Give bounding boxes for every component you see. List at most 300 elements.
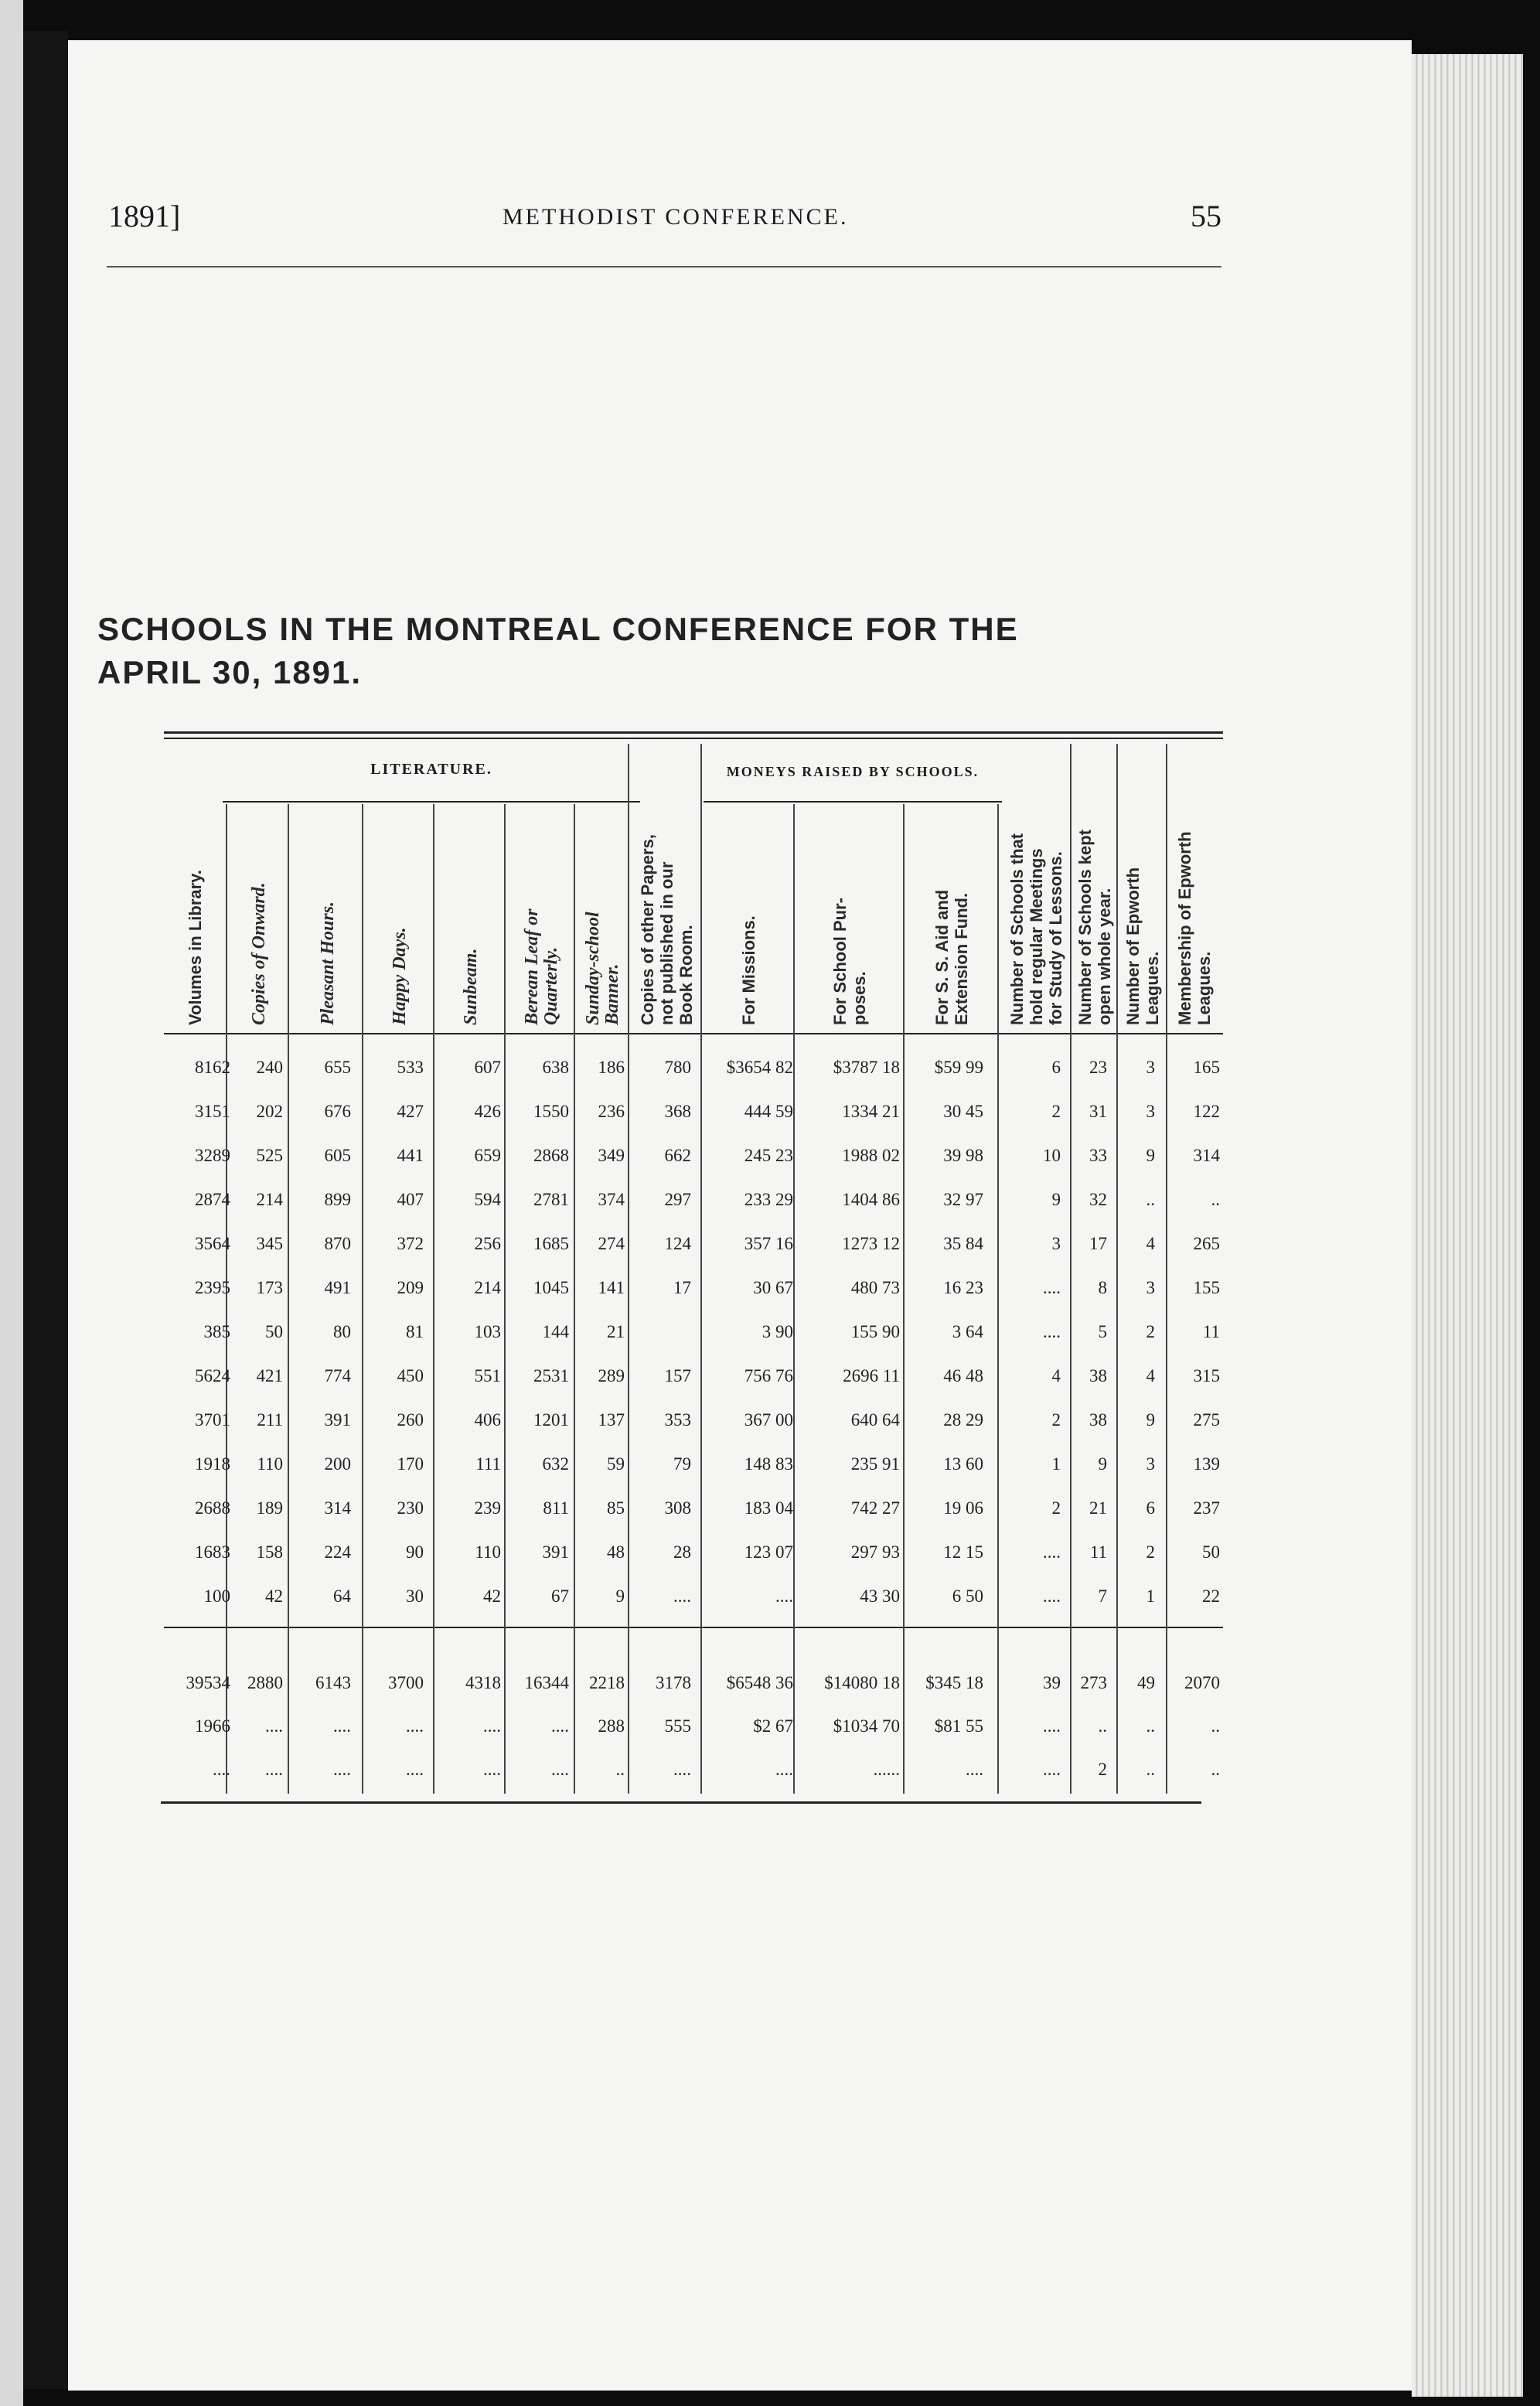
table-cell-lesson-schools: 3 (1051, 1234, 1061, 1253)
table-cell-volumes: 1683 (195, 1542, 230, 1562)
column-header-epworth-membership (1173, 778, 1216, 1025)
table-cell-ss-aid-fund: 35 84 (943, 1234, 983, 1253)
column-header-ss-aid-fund (930, 801, 973, 1025)
table-cell-epworth-membership: 2070 (1184, 1673, 1220, 1692)
table-cell-onward: 202 (256, 1102, 283, 1121)
table-cell-sunbeam: 111 (475, 1454, 501, 1474)
table-cell-school-purposes: 155 90 (850, 1322, 900, 1341)
column-header-line: Banner. (602, 963, 622, 1025)
table-cell-ss-banner: .. (615, 1760, 625, 1779)
table-cell-open-year: 9 (1098, 1454, 1107, 1474)
table-cell-volumes: 100 (203, 1586, 230, 1606)
table-cell-onward: 2880 (247, 1673, 283, 1692)
table-cell-missions: 367 00 (744, 1410, 793, 1430)
table-cell-happy-days: 90 (406, 1542, 424, 1562)
table-cell-ss-banner: 186 (598, 1058, 625, 1077)
table-cell-onward: 211 (257, 1410, 283, 1430)
table-cell-other-papers: 157 (664, 1366, 691, 1385)
table-cell-ss-aid-fund: $345 18 (925, 1673, 983, 1692)
column-separator (1116, 744, 1118, 1794)
column-header-line: Pleasant Hours. (317, 901, 338, 1025)
table-cell-school-purposes: 2696 11 (843, 1366, 900, 1385)
table-cell-berean-leaf: 144 (542, 1322, 569, 1341)
column-header-line: Number of Schools kept (1075, 829, 1095, 1025)
table-cell-sunbeam: 551 (474, 1366, 501, 1385)
table-cell-onward: .... (265, 1716, 283, 1736)
table-cell-ss-banner: 236 (598, 1102, 625, 1121)
table-cell-happy-days: 533 (397, 1058, 424, 1077)
column-separator (1166, 744, 1167, 1794)
table-cell-lesson-schools: 2 (1051, 1102, 1061, 1121)
column-header-happy-days (387, 801, 412, 1025)
table-cell-lesson-schools: 39 (1043, 1673, 1061, 1692)
table-cell-school-purposes: 43 30 (860, 1586, 900, 1606)
table-cell-volumes: 2874 (195, 1190, 230, 1209)
table-cell-ss-banner: 274 (598, 1234, 625, 1253)
table-cell-volumes: 1966 (195, 1716, 230, 1736)
column-header-line: For S. S. Aid and (932, 889, 952, 1025)
table-cell-epworth-leagues: 4 (1146, 1366, 1155, 1385)
table-cell-pleasant-hours: 676 (324, 1102, 351, 1121)
table-cell-happy-days: 230 (397, 1498, 424, 1518)
table-cell-other-papers: 3178 (656, 1673, 691, 1692)
page-edges (1412, 54, 1523, 2397)
table-cell-pleasant-hours: 605 (324, 1146, 351, 1165)
table-title-line-2: APRIL 30, 1891. (97, 654, 363, 690)
column-separator (288, 804, 289, 1794)
column-header-line: Quarterly. (541, 946, 561, 1025)
table-cell-ss-aid-fund: 12 15 (943, 1542, 983, 1562)
table-cell-ss-aid-fund: .... (966, 1760, 983, 1779)
table-cell-school-purposes: 235 91 (850, 1454, 900, 1474)
table-cell-happy-days: 170 (397, 1454, 424, 1474)
table-cell-other-papers: 780 (664, 1058, 691, 1077)
table-cell-missions: 756 76 (744, 1366, 793, 1385)
table-cell-ss-aid-fund: $81 55 (934, 1716, 983, 1736)
table-cell-onward: 173 (256, 1278, 283, 1297)
table-cell-ss-aid-fund: 16 23 (943, 1278, 983, 1297)
table-cell-volumes: .... (213, 1760, 230, 1779)
header-bottom-rule (164, 1033, 1223, 1034)
moneys-group-header: MONEYS RAISED BY SCHOOLS. (726, 764, 980, 779)
table-cell-epworth-membership: 11 (1202, 1322, 1220, 1341)
table-cell-other-papers: 555 (664, 1716, 691, 1736)
table-cell-lesson-schools: .... (1043, 1542, 1061, 1562)
table-cell-epworth-membership: 22 (1202, 1586, 1220, 1606)
column-separator (504, 804, 506, 1794)
table-cell-school-purposes: $14080 18 (824, 1673, 900, 1692)
column-header-other-papers (635, 778, 697, 1025)
table-cell-epworth-membership: 237 (1193, 1498, 1220, 1518)
table-cell-berean-leaf: 1685 (533, 1234, 569, 1253)
table-cell-epworth-leagues: .. (1146, 1760, 1155, 1779)
table-cell-sunbeam: 406 (474, 1410, 501, 1430)
column-separator (997, 804, 999, 1794)
page-sheet (68, 40, 1412, 2391)
table-cell-epworth-membership: .. (1211, 1190, 1220, 1209)
table-cell-ss-banner: 141 (598, 1278, 625, 1297)
table-cell-onward: 158 (256, 1542, 283, 1562)
table-cell-epworth-leagues: .. (1146, 1716, 1155, 1736)
table-cell-volumes: 3701 (195, 1410, 230, 1430)
table-cell-happy-days: 450 (397, 1366, 424, 1385)
header-rule (107, 266, 1221, 268)
table-cell-happy-days: 372 (397, 1234, 424, 1253)
table-cell-open-year: 273 (1080, 1673, 1107, 1692)
table-cell-epworth-membership: 165 (1193, 1058, 1220, 1077)
column-separator (903, 804, 905, 1794)
table-cell-other-papers: .... (673, 1586, 691, 1606)
table-cell-ss-aid-fund: 6 50 (952, 1586, 983, 1606)
table-bottom-rule (161, 1801, 1201, 1804)
table-cell-open-year: 32 (1089, 1190, 1107, 1209)
table-title (97, 608, 1234, 694)
header-year: 1891] (108, 199, 181, 233)
table-cell-happy-days: 209 (397, 1278, 424, 1297)
column-separator (1070, 744, 1072, 1794)
table-cell-lesson-schools: 10 (1043, 1146, 1061, 1165)
table-cell-ss-aid-fund: $59 99 (934, 1058, 983, 1077)
table-top-rule (164, 731, 1223, 734)
table-cell-open-year: 11 (1089, 1542, 1107, 1562)
table-cell-missions: $6548 36 (726, 1673, 793, 1692)
table-cell-school-purposes: $1034 70 (833, 1716, 900, 1736)
column-header-line: Number of Schools that (1007, 833, 1027, 1025)
column-header-line: Leagues. (1194, 951, 1214, 1025)
column-separator (700, 744, 702, 1794)
table-cell-missions: $3654 82 (726, 1058, 793, 1077)
table-cell-ss-aid-fund: 39 98 (943, 1146, 983, 1165)
table-cell-open-year: 17 (1089, 1234, 1107, 1253)
table-cell-other-papers: 17 (673, 1278, 691, 1297)
table-cell-volumes: 385 (203, 1322, 230, 1341)
column-header-line: For School Pur- (830, 898, 850, 1025)
table-cell-onward: 50 (265, 1322, 283, 1341)
scanner-left-margin (0, 0, 23, 2406)
table-cell-epworth-leagues: 2 (1146, 1542, 1155, 1562)
table-cell-ss-aid-fund: 30 45 (943, 1102, 983, 1121)
table-cell-pleasant-hours: .... (333, 1760, 351, 1779)
table-cell-lesson-schools: .... (1043, 1760, 1061, 1779)
table-cell-other-papers: 662 (664, 1146, 691, 1165)
column-header-line: For Missions. (738, 915, 758, 1025)
column-header-line: for Study of Lessons. (1045, 851, 1065, 1025)
table-cell-volumes: 5624 (195, 1366, 230, 1385)
table-cell-epworth-leagues: 1 (1146, 1586, 1155, 1606)
literature-group-rule (223, 801, 640, 803)
column-header-ss-banner (581, 801, 625, 1025)
running-head (108, 198, 1221, 244)
column-header-open-year (1073, 778, 1116, 1025)
table-cell-epworth-membership: 314 (1193, 1146, 1220, 1165)
table-cell-pleasant-hours: 899 (324, 1190, 351, 1209)
column-separator (574, 804, 575, 1794)
column-separator (433, 804, 434, 1794)
table-cell-pleasant-hours: 391 (324, 1410, 351, 1430)
table-cell-epworth-membership: .. (1211, 1716, 1220, 1736)
table-cell-other-papers: 79 (673, 1454, 691, 1474)
table-cell-lesson-schools: 9 (1051, 1190, 1061, 1209)
table-cell-epworth-membership: 50 (1202, 1542, 1220, 1562)
table-cell-epworth-leagues: 6 (1146, 1498, 1155, 1518)
table-cell-sunbeam: .... (483, 1760, 501, 1779)
table-cell-volumes: 3289 (195, 1146, 230, 1165)
table-cell-epworth-membership: .. (1211, 1760, 1220, 1779)
table-cell-epworth-leagues: 3 (1146, 1454, 1155, 1474)
table-cell-happy-days: 81 (406, 1322, 424, 1341)
table-cell-missions: 444 59 (744, 1102, 793, 1121)
table-cell-sunbeam: 4318 (465, 1673, 501, 1692)
table-title-line-1: SCHOOLS IN THE MONTREAL CONFERENCE FOR THE (97, 611, 1019, 647)
table-cell-ss-banner: 137 (598, 1410, 625, 1430)
table-cell-sunbeam: 110 (475, 1542, 501, 1562)
table-cell-berean-leaf: .... (551, 1716, 569, 1736)
table-cell-missions: .... (775, 1760, 793, 1779)
table-cell-open-year: 21 (1089, 1498, 1107, 1518)
table-cell-pleasant-hours: 774 (324, 1366, 351, 1385)
column-header-line: Copies of Onward. (248, 882, 269, 1025)
column-separator (793, 804, 795, 1794)
table-cell-epworth-membership: 275 (1193, 1410, 1220, 1430)
table-cell-open-year: 38 (1089, 1410, 1107, 1430)
table-cell-missions: 183 04 (744, 1498, 793, 1518)
table-cell-pleasant-hours: .... (333, 1716, 351, 1736)
table-cell-pleasant-hours: 6143 (315, 1673, 351, 1692)
table-cell-happy-days: .... (406, 1760, 424, 1779)
table-cell-ss-banner: 289 (598, 1366, 625, 1385)
table-cell-lesson-schools: .... (1043, 1716, 1061, 1736)
column-header-line: Volumes in Library. (185, 870, 205, 1025)
table-cell-berean-leaf: 391 (542, 1542, 569, 1562)
table-cell-happy-days: 3700 (388, 1673, 424, 1692)
table-cell-ss-aid-fund: 13 60 (943, 1454, 983, 1474)
table-cell-school-purposes: ...... (873, 1760, 900, 1779)
table-cell-volumes: 1918 (195, 1454, 230, 1474)
table-cell-happy-days: 441 (397, 1146, 424, 1165)
table-cell-volumes: 3151 (195, 1102, 230, 1121)
table-cell-epworth-leagues: 2 (1146, 1322, 1155, 1341)
table-cell-epworth-leagues: 49 (1137, 1673, 1155, 1692)
column-separator (226, 804, 227, 1794)
table-cell-ss-banner: 59 (607, 1454, 625, 1474)
table-cell-ss-aid-fund: 32 97 (943, 1190, 983, 1209)
table-cell-missions: 233 29 (744, 1190, 793, 1209)
table-cell-berean-leaf: 16344 (524, 1673, 569, 1692)
table-cell-berean-leaf: 2868 (533, 1146, 569, 1165)
table-cell-school-purposes: 480 73 (850, 1278, 900, 1297)
column-header-lesson-schools (1005, 778, 1067, 1025)
table-cell-open-year: 38 (1089, 1366, 1107, 1385)
table-cell-volumes: 2395 (195, 1278, 230, 1297)
table-cell-missions: 245 23 (744, 1146, 793, 1165)
table-cell-sunbeam: .... (483, 1716, 501, 1736)
table-cell-school-purposes: 297 93 (850, 1542, 900, 1562)
table-cell-berean-leaf: 638 (542, 1058, 569, 1077)
table-cell-epworth-membership: 315 (1193, 1366, 1220, 1385)
table-cell-open-year: 5 (1098, 1322, 1107, 1341)
table-cell-missions: 123 07 (744, 1542, 793, 1562)
table-cell-epworth-leagues: 9 (1146, 1410, 1155, 1430)
table-cell-lesson-schools: 6 (1051, 1058, 1061, 1077)
table-cell-epworth-membership: 139 (1193, 1454, 1220, 1474)
column-header-line: Number of Epworth (1123, 867, 1143, 1025)
table-cell-sunbeam: 607 (474, 1058, 501, 1077)
table-cell-school-purposes: 1273 12 (842, 1234, 900, 1253)
table-cell-school-purposes: 1404 86 (842, 1190, 900, 1209)
table-cell-onward: 189 (256, 1498, 283, 1518)
column-header-missions (736, 801, 761, 1025)
column-header-line: Copies of other Papers, (637, 834, 657, 1025)
table-cell-onward: 421 (256, 1366, 283, 1385)
column-header-line: Extension Fund. (952, 892, 971, 1025)
column-header-sunbeam (458, 801, 483, 1025)
table-cell-school-purposes: 742 27 (850, 1498, 900, 1518)
table-cell-sunbeam: 256 (474, 1234, 501, 1253)
table-cell-sunbeam: 426 (474, 1102, 501, 1121)
column-header-line: Leagues. (1143, 951, 1162, 1025)
table-cell-missions: $2 67 (753, 1716, 793, 1736)
table-cell-ss-banner: 21 (607, 1322, 625, 1341)
table-cell-school-purposes: 1334 21 (842, 1102, 900, 1121)
table-cell-epworth-leagues: .. (1146, 1190, 1155, 1209)
table-top-rule-thin (164, 738, 1223, 739)
table-cell-open-year: .. (1098, 1716, 1107, 1736)
column-header-line: Happy Days. (389, 927, 410, 1025)
table-cell-epworth-leagues: 3 (1146, 1058, 1155, 1077)
table-cell-lesson-schools: 4 (1051, 1366, 1061, 1385)
column-header-line: hold regular Meetings (1026, 848, 1046, 1025)
subtotal-rule (164, 1627, 1223, 1628)
table-cell-ss-banner: 374 (598, 1190, 625, 1209)
table-cell-happy-days: .... (406, 1716, 424, 1736)
table-cell-onward: 214 (256, 1190, 283, 1209)
table-cell-berean-leaf: 1550 (533, 1102, 569, 1121)
column-header-line: Membership of Epworth (1175, 831, 1194, 1025)
table-cell-epworth-membership: 122 (1193, 1102, 1220, 1121)
table-cell-pleasant-hours: 870 (324, 1234, 351, 1253)
table-cell-volumes: 39534 (186, 1673, 230, 1692)
header-title: METHODIST CONFERENCE. (503, 204, 849, 230)
table-cell-school-purposes: $3787 18 (833, 1058, 900, 1077)
table-cell-epworth-membership: 265 (1193, 1234, 1220, 1253)
column-header-onward (247, 801, 271, 1025)
table-cell-onward: 345 (256, 1234, 283, 1253)
table-cell-missions: 30 67 (753, 1278, 793, 1297)
table-cell-open-year: 7 (1098, 1586, 1107, 1606)
table-cell-epworth-leagues: 4 (1146, 1234, 1155, 1253)
table-cell-onward: 240 (256, 1058, 283, 1077)
table-cell-open-year: 33 (1089, 1146, 1107, 1165)
table-cell-pleasant-hours: 200 (324, 1454, 351, 1474)
table-cell-berean-leaf: 1045 (533, 1278, 569, 1297)
table-cell-berean-leaf: 811 (543, 1498, 569, 1518)
table-cell-lesson-schools: 1 (1051, 1454, 1061, 1474)
table-cell-other-papers: 368 (664, 1102, 691, 1121)
table-cell-lesson-schools: .... (1043, 1322, 1061, 1341)
table-cell-volumes: 2688 (195, 1498, 230, 1518)
table-cell-ss-banner: 349 (598, 1146, 625, 1165)
column-header-berean-leaf (520, 801, 564, 1025)
table-cell-epworth-leagues: 3 (1146, 1102, 1155, 1121)
column-header-line: open whole year. (1095, 888, 1114, 1025)
column-header-line: Book Room. (676, 925, 696, 1025)
table-cell-other-papers: 297 (664, 1190, 691, 1209)
literature-group-header: LITERATURE. (370, 761, 492, 778)
table-cell-berean-leaf: .... (551, 1760, 569, 1779)
table-cell-onward: 42 (265, 1586, 283, 1606)
table-cell-sunbeam: 239 (474, 1498, 501, 1518)
book-gutter-shadow (23, 31, 68, 2389)
table-cell-ss-banner: 9 (615, 1586, 625, 1606)
table-cell-happy-days: 427 (397, 1102, 424, 1121)
table-cell-sunbeam: 659 (474, 1146, 501, 1165)
table-cell-school-purposes: 640 64 (850, 1410, 900, 1430)
table-cell-onward: .... (265, 1760, 283, 1779)
page-number: 55 (1191, 199, 1221, 233)
table-cell-lesson-schools: .... (1043, 1586, 1061, 1606)
table-cell-berean-leaf: 2531 (533, 1366, 569, 1385)
table-cell-berean-leaf: 2781 (533, 1190, 569, 1209)
column-header-line: Berean Leaf or (522, 908, 542, 1025)
table-cell-ss-banner: 85 (607, 1498, 625, 1518)
table-cell-other-papers: .... (673, 1760, 691, 1779)
table-cell-other-papers: 308 (664, 1498, 691, 1518)
table-cell-onward: 525 (256, 1146, 283, 1165)
column-header-line: poses. (850, 971, 869, 1025)
table-cell-pleasant-hours: 224 (324, 1542, 351, 1562)
table-cell-other-papers: 124 (664, 1234, 691, 1253)
column-separator (362, 804, 363, 1794)
table-cell-ss-banner: 48 (607, 1542, 625, 1562)
column-header-epworth-leagues (1121, 778, 1164, 1025)
table-cell-onward: 110 (257, 1454, 283, 1474)
table-cell-happy-days: 407 (397, 1190, 424, 1209)
table-cell-ss-aid-fund: 19 06 (943, 1498, 983, 1518)
table-cell-open-year: 2 (1098, 1760, 1107, 1779)
table-cell-berean-leaf: 632 (542, 1454, 569, 1474)
table-cell-happy-days: 30 (406, 1586, 424, 1606)
table-cell-missions: 148 83 (744, 1454, 793, 1474)
table-cell-open-year: 23 (1089, 1058, 1107, 1077)
table-cell-sunbeam: 103 (474, 1322, 501, 1341)
table-cell-other-papers: 28 (673, 1542, 691, 1562)
table-cell-missions: 3 90 (761, 1322, 793, 1341)
table-cell-pleasant-hours: 491 (324, 1278, 351, 1297)
table-cell-sunbeam: 42 (483, 1586, 501, 1606)
table-cell-ss-banner: 288 (598, 1716, 625, 1736)
table-cell-sunbeam: 594 (474, 1190, 501, 1209)
table-cell-other-papers: 353 (664, 1410, 691, 1430)
column-header-pleasant-hours (315, 801, 340, 1025)
table-cell-epworth-membership: 155 (1193, 1278, 1220, 1297)
table-cell-volumes: 3564 (195, 1234, 230, 1253)
table-cell-pleasant-hours: 655 (324, 1058, 351, 1077)
table-cell-sunbeam: 214 (474, 1278, 501, 1297)
column-header-school-purposes (828, 801, 871, 1025)
table-cell-berean-leaf: 67 (551, 1586, 569, 1606)
table-cell-missions: 357 16 (744, 1234, 793, 1253)
column-separator (628, 744, 629, 1794)
table-cell-school-purposes: 1988 02 (842, 1146, 900, 1165)
table-cell-lesson-schools: .... (1043, 1278, 1061, 1297)
table-cell-lesson-schools: 2 (1051, 1410, 1061, 1430)
column-header-line: Sunday-school (583, 912, 603, 1025)
table-cell-berean-leaf: 1201 (533, 1410, 569, 1430)
table-cell-ss-banner: 2218 (589, 1673, 625, 1692)
table-cell-epworth-leagues: 9 (1146, 1146, 1155, 1165)
table-cell-volumes: 8162 (195, 1058, 230, 1077)
table-cell-happy-days: 260 (397, 1410, 424, 1430)
